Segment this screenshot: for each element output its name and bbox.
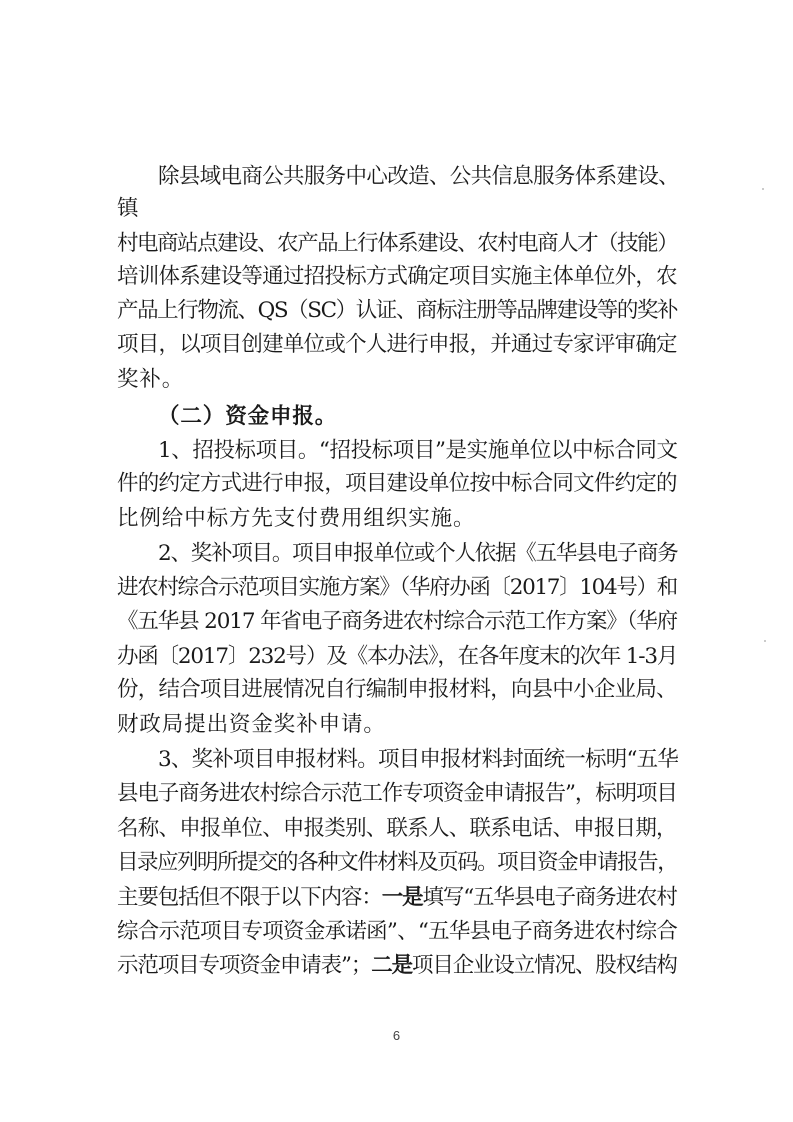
bold-text: （二）资金申报。 bbox=[158, 404, 338, 429]
text-run: 主要包括但不限于以下内容： bbox=[117, 885, 382, 910]
text-run: 目录应列明所提交的各种文件材料及页码。项目资金申请报告， bbox=[117, 850, 678, 875]
scan-speck bbox=[764, 640, 766, 642]
page-number: 6 bbox=[392, 1028, 401, 1043]
text-line bbox=[117, 365, 184, 395]
text-run: 名称、申报单位、申报类别、联系人、联系电话、申报日期， bbox=[117, 816, 677, 841]
text-line bbox=[117, 330, 677, 360]
text-run: 县电子商务进农村综合示范工作专项资金申请报告”，标明项目 bbox=[117, 781, 677, 806]
text-line bbox=[117, 642, 677, 672]
text-line bbox=[117, 675, 677, 705]
text-line bbox=[117, 848, 677, 878]
bold-text: 二是 bbox=[371, 953, 412, 978]
text-run: 产品上行物流、QS（SC）认证、商标注册等品牌建设等的奖补 bbox=[117, 298, 678, 323]
text-run: 奖补。 bbox=[117, 367, 185, 392]
text-run: 办函〔2017〕232号）及《本办法》，在各年度末的次年 1-3月 bbox=[117, 644, 678, 669]
text-run: 件的约定方式进行申报，项目建设单位按中标合同文件约定的 bbox=[117, 471, 677, 496]
text-line bbox=[117, 469, 677, 499]
text-run: 镇 bbox=[117, 196, 140, 221]
text-line bbox=[117, 917, 677, 947]
text-line bbox=[117, 504, 475, 534]
text-line bbox=[158, 436, 678, 466]
text-line bbox=[117, 814, 677, 844]
text-line bbox=[158, 539, 678, 569]
text-run: 培训体系建设等通过招投标方式确定项目实施主体单位外，农 bbox=[117, 264, 677, 289]
text-line bbox=[117, 779, 677, 809]
text-line bbox=[117, 229, 677, 259]
text-run: 示范项目专项资金申请表”； bbox=[117, 953, 372, 978]
text-line bbox=[158, 162, 679, 192]
bold-text: 一是 bbox=[381, 885, 423, 910]
text-line bbox=[117, 607, 677, 637]
text-run: 1、招投标项目。“招投标项目”是实施单位以中标合同文 bbox=[158, 438, 678, 463]
text-run: 进农村综合示范项目实施方案》（华府办函〔2017〕104号）和 bbox=[117, 575, 677, 600]
text-line bbox=[117, 296, 677, 326]
text-line bbox=[117, 573, 677, 603]
text-run: 除县域电商公共服务中心改造、公共信息服务体系建设、 bbox=[158, 164, 680, 189]
text-line bbox=[117, 194, 139, 224]
text-line bbox=[158, 745, 678, 775]
text-run: 份，结合项目进展情况自行编制申报材料，向县中小企业局、 bbox=[117, 677, 677, 702]
text-line bbox=[117, 883, 677, 913]
text-line bbox=[117, 710, 386, 740]
scan-speck bbox=[762, 188, 764, 190]
text-run: 项目企业设立情况、股权结构 bbox=[411, 953, 677, 978]
text-run: 2、奖补项目。项目申报单位或个人依据《五华县电子商务 bbox=[158, 541, 678, 566]
text-run: 3、奖补项目申报材料。项目申报材料封面统一标明“五华 bbox=[158, 747, 679, 772]
text-run: 填写“五华县电子商务进农村 bbox=[422, 885, 677, 910]
text-run: 综合示范项目专项资金承诺函”、“五华县电子商务进农村综合 bbox=[117, 919, 678, 944]
text-line bbox=[117, 262, 677, 292]
text-run: 村电商站点建设、农产品上行体系建设、农村电商人才（技能） bbox=[117, 231, 678, 256]
text-run: 比例给中标方先支付费用组织实施。 bbox=[117, 506, 476, 531]
text-run: 财政局提出资金奖补申请。 bbox=[117, 712, 386, 737]
text-run: 项目，以项目创建单位或个人进行申报，并通过专家评审确定 bbox=[117, 332, 677, 357]
text-line bbox=[117, 951, 677, 981]
text-line bbox=[158, 402, 337, 432]
text-run: 《五华县 2017 年省电子商务进农村综合示范工作方案》（华府 bbox=[117, 609, 678, 634]
